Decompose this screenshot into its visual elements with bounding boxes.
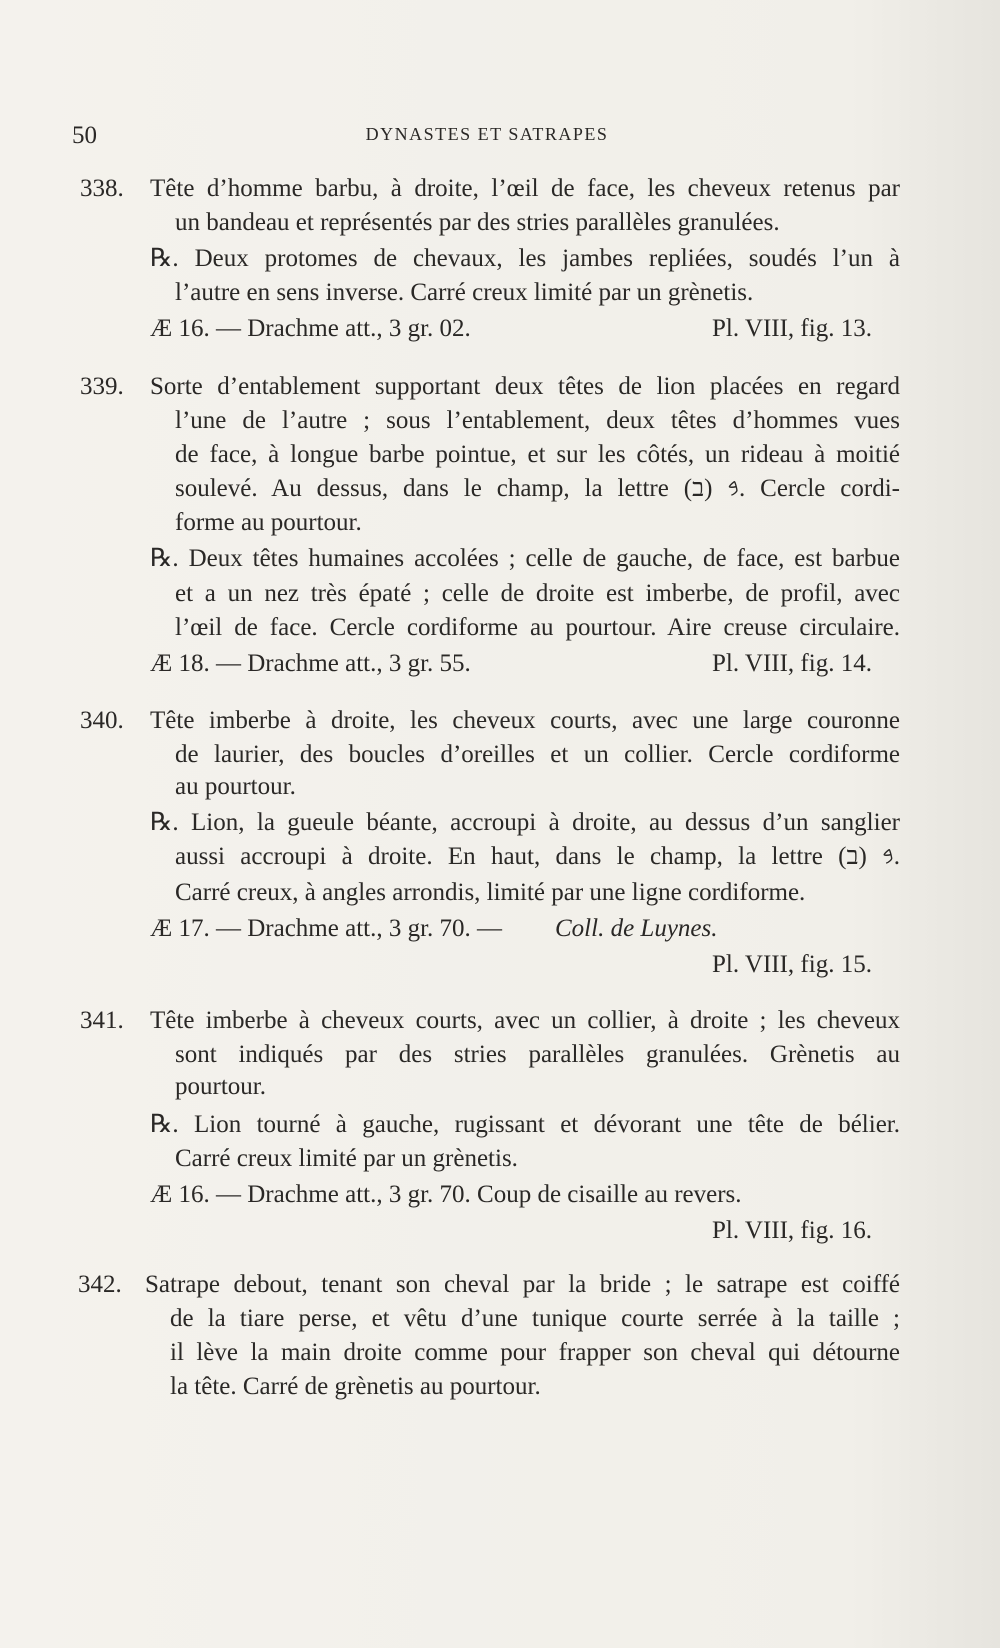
entry-line: aussi accroupi à droite. En haut, dans le champ, la lettre 𐤁 (ב).: [175, 843, 900, 870]
entry-line: forme au pourtour.: [175, 509, 362, 536]
running-header: [72, 122, 902, 152]
entry-line: Tête imberbe à droite, les cheveux courts, avec une large couronne: [150, 707, 900, 734]
entry-line: de la tiare perse, et vêtu d’une tunique courte serrée à la taille ;: [170, 1305, 900, 1332]
entry-number: 340.: [80, 707, 124, 734]
entry-line: pourtour.: [175, 1073, 266, 1100]
page-number: 50: [72, 122, 97, 149]
entry-line: Tête d’homme barbu, à droite, l’œil de face, les cheveux retenus par: [150, 175, 900, 202]
entry-line: Carré creux limité par un grènetis.: [175, 1145, 518, 1172]
entry-line: Sorte d’entablement supportant deux têtes de lion placées en regard: [150, 373, 900, 400]
entry-number: 338.: [80, 175, 124, 202]
plate-reference: Pl. VIII, fig. 13.: [712, 315, 872, 342]
entry-line: Tête imberbe à cheveux courts, avec un collier, à droite ; les cheveux: [150, 1007, 900, 1034]
entry-number: 339.: [80, 373, 124, 400]
entry-line: ℞. Lion, la gueule béante, accroupi à droite, au dessus d’un sanglier: [150, 809, 900, 836]
entry-line: ℞. Deux têtes humaines accolées ; celle de gauche, de face, est barbue: [150, 545, 900, 572]
entry-line: l’œil de face. Cercle cordiforme au pourtour. Aire creuse circulaire.: [175, 614, 900, 641]
plate-reference: Pl. VIII, fig. 14.: [712, 650, 872, 677]
plate-reference: Pl. VIII, fig. 15.: [712, 951, 872, 978]
plate-reference: Pl. VIII, fig. 16.: [712, 1217, 872, 1244]
entry-line: au pourtour.: [175, 773, 296, 800]
collection-reference: Coll. de Luynes.: [555, 915, 718, 942]
entry-line: Æ 16. — Drachme att., 3 gr. 02.: [150, 315, 471, 342]
entry-line: Æ 18. — Drachme att., 3 gr. 55.: [150, 650, 471, 677]
entry-line: un bandeau et représentés par des stries parallèles granulées.: [175, 209, 780, 236]
entry-line: la tête. Carré de grènetis au pourtour.: [170, 1373, 541, 1400]
entry-line: Æ 16. — Drachme att., 3 gr. 70. Coup de cisaille au revers.: [150, 1181, 742, 1208]
entry-line: Æ 17. — Drachme att., 3 gr. 70. —: [150, 915, 503, 942]
entry-line: sont indiqués par des stries parallèles granulées. Grènetis au: [175, 1041, 900, 1068]
entry-number: 342.: [78, 1271, 122, 1298]
entry-line: l’une de l’autre ; sous l’entablement, deux têtes d’hommes vues: [175, 407, 900, 434]
entry-line: ℞. Lion tourné à gauche, rugissant et dévorant une tête de bélier.: [150, 1111, 900, 1138]
entry-line: soulevé. Au dessus, dans le champ, la lettre 𐤁 (ב). Cercle cordi-: [175, 475, 900, 502]
entry-line: l’autre en sens inverse. Carré creux limité par un grènetis.: [175, 279, 754, 306]
entry-number: 341.: [80, 1007, 124, 1034]
entry-line: ℞. Deux protomes de chevaux, les jambes repliées, soudés l’un à: [150, 245, 900, 272]
entry-line: il lève la main droite comme pour frapper son cheval qui détourne: [170, 1339, 900, 1366]
entry-line: de face, à longue barbe pointue, et sur les côtés, un rideau à moitié: [175, 441, 900, 468]
entry-line: et a un nez très épaté ; celle de droite est imberbe, de profil, avec: [175, 580, 900, 607]
entry-line: de laurier, des boucles d’oreilles et un collier. Cercle cordiforme: [175, 741, 900, 768]
running-title: DYNASTES ET SATRAPES: [365, 124, 609, 144]
entry-line: Satrape debout, tenant son cheval par la bride ; le satrape est coiffé: [145, 1271, 900, 1298]
entry-line: Carré creux, à angles arrondis, limité par une ligne cordiforme.: [175, 879, 806, 906]
